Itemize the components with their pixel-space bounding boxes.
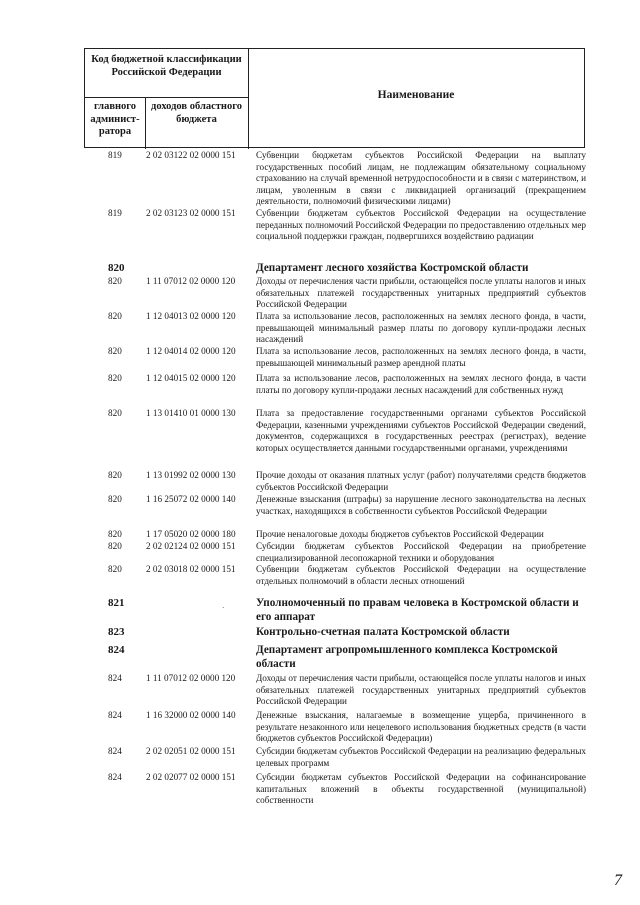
row-admin-code: 824 — [108, 710, 122, 720]
table-header — [84, 48, 585, 148]
row-admin-code: 820 — [108, 494, 122, 504]
department-code: 824 — [108, 644, 125, 656]
row-admin-code: 820 — [108, 311, 122, 321]
row-admin-code: 819 — [108, 150, 122, 160]
department-title: Департамент лесного хозяйства Костромской области — [256, 262, 529, 274]
header-name-column: Наименование — [377, 89, 455, 101]
row-admin-code: 824 — [108, 673, 122, 683]
row-budget-code: 2 02 03122 02 0000 151 — [146, 150, 236, 160]
row-admin-code: 820 — [108, 470, 122, 480]
row-budget-code: 1 12 04014 02 0000 120 — [146, 346, 236, 356]
row-budget-code: 1 12 04015 02 0000 120 — [146, 373, 236, 383]
row-description: Плата за предоставление государственными органами субъектов Российской Федерации, казенными учреждениями субъектов Российской Федерации сведений, документов, содержащихся в государственных реестрах (регистрах), ведение которых осуществляется данными государственными органами, учреждениями — [256, 408, 586, 453]
row-budget-code: 1 17 05020 02 0000 180 — [146, 529, 236, 539]
row-admin-code: 820 — [108, 541, 122, 551]
row-admin-code: 820 — [108, 346, 122, 356]
row-description: Прочие доходы от оказания платных услуг (работ) получателями средств бюджетов субъектов Российской Федерации — [256, 470, 586, 492]
row-budget-code: 1 16 25072 02 0000 140 — [146, 494, 236, 504]
row-budget-code: 1 12 04013 02 0000 120 — [146, 311, 236, 321]
row-admin-code: 820 — [108, 564, 122, 574]
row-description: Денежные взыскания, налагаемые в возмещение ущерба, причиненного в результате незаконного или нецелевого использования бюджетных средств (в части бюджетов субъектов Российской Федерации) — [256, 710, 586, 744]
row-description: Плата за использование лесов, расположенных на землях лесного фонда, в части, превышающей минимальный размер платы по договору купли-продажи лесных насаждений — [256, 311, 586, 345]
header-income-column: доходов областного бюджета — [151, 101, 242, 125]
row-description: Доходы от перечисления части прибыли, остающейся после уплаты налогов и иных обязательных платежей государственных унитарных предприятий субъектов Российской Федерации — [256, 276, 586, 310]
row-admin-code: 819 — [108, 208, 122, 218]
department-title: Уполномоченный по правам человека в Костромской области и его аппарат — [256, 597, 579, 623]
stray-dot: · — [222, 604, 225, 612]
row-description: Доходы от перечисления части прибыли, остающейся после уплаты налогов и иных обязательных платежей государственных унитарных предприятий субъектов Российской Федерации — [256, 673, 586, 707]
row-description: Субсидии бюджетам субъектов Российской Федерации на приобретение специализированной лесопожарной техники и оборудования — [256, 541, 586, 563]
department-title: Контрольно-счетная палата Костромской области — [256, 626, 510, 638]
row-admin-code: 824 — [108, 772, 122, 782]
page-number: 7 — [614, 872, 622, 889]
header-divider — [85, 97, 248, 98]
row-description: Субсидии бюджетам субъектов Российской Федерации на софинансирование капитальных вложений в объекты государственной (муниципальной) собственности — [256, 772, 586, 806]
row-admin-code: 820 — [108, 408, 122, 418]
row-description: Прочие неналоговые доходы бюджетов субъектов Российской Федерации — [256, 529, 544, 539]
department-code: 821 — [108, 597, 125, 609]
row-budget-code: 2 02 02051 02 0000 151 — [146, 746, 236, 756]
header-admin-column: главного админист-ратора — [90, 101, 140, 137]
row-description: Денежные взыскания (штрафы) за нарушение лесного законодательства на лесных участках, находящихся в собственности субъектов Российской Федерации — [256, 494, 586, 516]
row-description: Субвенции бюджетам субъектов Российской Федерации на осуществление переданных полномочий Российской Федерации по предоставлению отдельных мер социальной поддержки граждан, подвергшихся воздействию радиации — [256, 208, 586, 242]
row-budget-code: 1 13 01992 02 0000 130 — [146, 470, 236, 480]
row-budget-code: 1 16 32000 02 0000 140 — [146, 710, 236, 720]
row-admin-code: 820 — [108, 276, 122, 286]
row-budget-code: 2 02 03018 02 0000 151 — [146, 564, 236, 574]
row-description: Субвенции бюджетам субъектов Российской Федерации на осуществление отдельных полномочий в области лесных отношений — [256, 564, 586, 586]
row-budget-code: 1 11 07012 02 0000 120 — [146, 276, 236, 286]
department-code: 820 — [108, 262, 125, 274]
row-budget-code: 2 02 02124 02 0000 151 — [146, 541, 236, 551]
row-budget-code: 2 02 03123 02 0000 151 — [146, 208, 236, 218]
row-admin-code: 820 — [108, 373, 122, 383]
row-description: Субвенции бюджетам субъектов Российской Федерации на выплату государственных пособий лицам, не подлежащим обязательному социальному страхованию на случай временной нетрудоспособности и в связи с материнством, и лицам, уволенным в связи с ликвидацией организаций (прекращением деятельности, полномочий физическими лицами) — [256, 150, 586, 207]
row-budget-code: 1 11 07012 02 0000 120 — [146, 673, 236, 683]
department-code: 823 — [108, 626, 125, 638]
row-description: Плата за использование лесов, расположенных на землях лесного фонда, в части, превышающей минимальный размер арендной платы — [256, 346, 586, 368]
row-description: Субсидии бюджетам субъектов Российской Федерации на реализацию федеральных целевых программ — [256, 746, 586, 768]
row-description: Плата за использование лесов, расположенных на землях лесного фонда, в части платы по договору купли-продажи лесных насаждений для собственных нужд — [256, 373, 586, 395]
row-budget-code: 1 13 01410 01 0000 130 — [146, 408, 236, 418]
row-budget-code: 2 02 02077 02 0000 151 — [146, 772, 236, 782]
row-admin-code: 820 — [108, 529, 122, 539]
department-title: Департамент агропромышленного комплекса Костромской области — [256, 644, 558, 670]
header-code-title: Код бюджетной классификации Российской Федерации — [91, 54, 242, 78]
row-admin-code: 824 — [108, 746, 122, 756]
